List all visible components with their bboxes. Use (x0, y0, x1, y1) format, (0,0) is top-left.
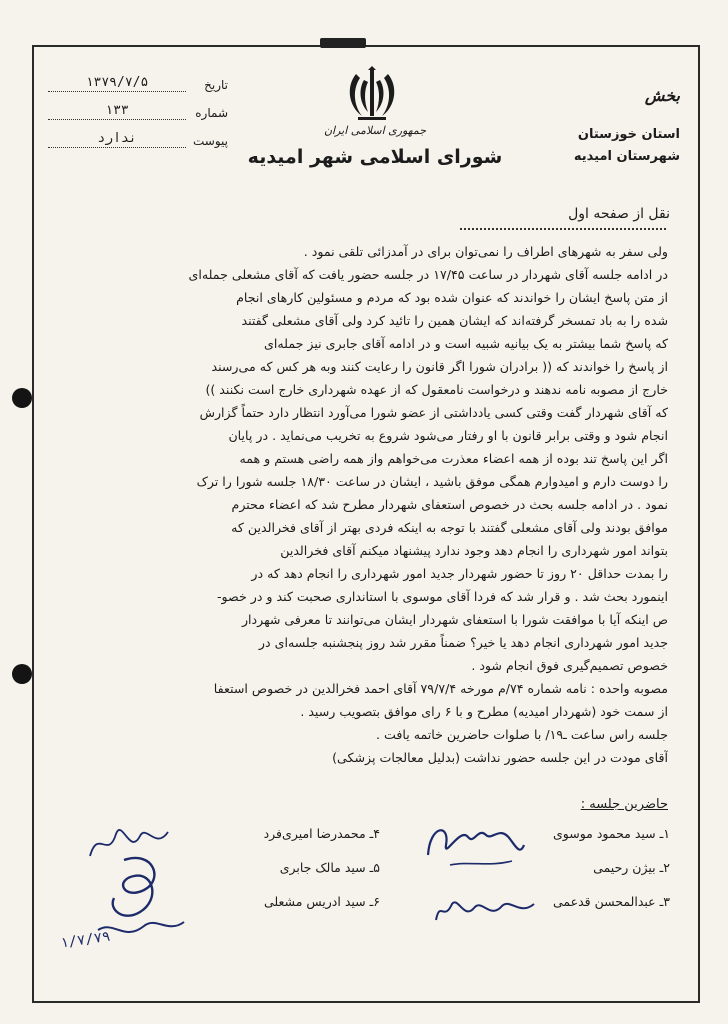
letter-meta (48, 70, 228, 154)
letter-body (50, 240, 668, 769)
signature-mark (430, 890, 540, 930)
date-label: تاریخ (204, 78, 228, 92)
council-title: شورای اسلامی شهر امیدیه (247, 146, 503, 168)
body-line: اگر این پاسخ تند بوده از همه اعضاء معذرت می‌خواهم واز همه راضی هستم و همه (239, 451, 668, 466)
signature-mark (420, 815, 530, 875)
body-line: را دوست دارم و امیدوارم همگی موفق باشید ، ایشان در ساعت ۱۸/۳۰ جلسه شورا را ترک (196, 474, 668, 489)
attendee-name: ۶ـ سید ادریس مشعلی (263, 894, 380, 909)
body-line: که پاسخ شما بیشتر به یک بیانیه شبیه است و در ادامه آقای جابری نیز جمله‌ای (264, 336, 668, 351)
attendees-title: حاضرین جلسه : (580, 797, 668, 812)
body-line: موافق بودند ولی آقای مشعلی گفتند با توجه به اینکه فردی بهتر از آقای فخرالدین که (231, 520, 668, 535)
logo-word: بخش (644, 86, 680, 105)
body-line: شده را به باد تمسخر گرفته‌اند که ایشان همین را تائید کرد ولی آقای مشعلی گفتند (241, 313, 668, 328)
body-line: جدید امور شهرداری انجام دهد یا خیر؟ ضمناً مقرر شد روز پنجشنبه جلسه‌ای در (258, 635, 668, 650)
province-block (520, 124, 680, 168)
body-line: ص اینکه آیا با موافقت شورا با استعفای شهردار ایشان می‌توانند تا معرفی شهردار (241, 612, 668, 627)
iran-emblem-icon (342, 66, 402, 122)
number-label: شماره (195, 106, 228, 120)
attendee-name: ۲ـ بیژن رحیمی (593, 860, 670, 875)
body-line: آقای مودت در این جلسه حضور نداشت (بدلیل معالجات پزشکی) (332, 750, 668, 765)
body-line: ولی سفر به شهرهای اطراف را نمی‌توان برای در آمدزائی تلقی نمود . (303, 244, 668, 259)
body-line: خارج از مصوبه نامه ندهند و درخواست نامعقول که از عهده شهرداری خارج است نکنند )) (205, 382, 668, 397)
number-row (48, 98, 228, 120)
body-line: بتواند امور شهرداری را انجام دهد وجود ندارد پیشنهاد میکنم آقای فخرالدین (280, 543, 668, 558)
body-line: از سمت خود (شهردار امیدیه) مطرح و با ۶ رای موافق بتصویب رسید . (300, 704, 668, 719)
attendee-name: ۳ـ عبدالمحسن قدعمی (552, 894, 670, 909)
body-line: جلسه راس ساعت ـ۱۹/ با صلوات حاضرین خاتمه یافت . (376, 727, 668, 742)
stamp-date: ۱/۷/۷۹ (59, 928, 112, 952)
attendee-name: ۱ـ سید محمود موسوی (553, 826, 670, 841)
date-row (48, 70, 228, 92)
attendee-name: ۵ـ سید مالک جابری (279, 860, 380, 875)
body-line: از متن پاسخ ایشان را خواندند که عنوان شده بود که مردم و مسئولین کارهای انجام (236, 290, 668, 305)
date-value: ۱۳۷۹/۷/۵ (48, 75, 186, 92)
body-line: خصوص تصمیم‌گیری فوق انجام شود . (471, 658, 668, 673)
punch-hole (12, 388, 32, 408)
punch-hole (12, 664, 32, 684)
body-line: را بمدت حداقل ۲۰ روز تا حضور شهردار جدید امور شهرداری را انجام دهد که در (251, 566, 668, 581)
body-line: اینمورد بحث شد . و قرار شد که فردا آقای موسوی با استانداری صحبت کند و در خصو- (216, 589, 668, 604)
number-value: ۱۳۳ (48, 103, 186, 120)
republic-name: جمهوری اسلامی ایران (323, 124, 427, 137)
continued-note: نقل از صفحه اول (568, 206, 670, 222)
province-name: استان خوزستان (577, 127, 680, 142)
attendee-name: ۴ـ محمدرضا امیری‌فرد (263, 826, 380, 841)
attachment-label: پیوست (193, 134, 228, 148)
attachment-value: ندارد (48, 131, 186, 148)
body-line: از پاسخ را خواندند که (( برادران شورا اگر قانون را رعایت کنند وبه هر کس که می‌رسند (211, 359, 668, 374)
body-line: نمود . در ادامه جلسه بحث در خصوص استعفای شهردار مطرح شد که اعضاء محترم (231, 497, 668, 512)
body-line: که آقای شهردار گفت وقتی کسی یادداشتی از عضو شورا می‌آورد انتظار دارد حتماً گزارش (199, 405, 668, 420)
continued-underline (460, 228, 666, 230)
body-line: انجام شود و وقتی برابر قانون با او رفتار می‌شود شروع به تخریب می‌نماید . در پایان (228, 428, 668, 443)
county-name: شهرستان امیدیه (573, 149, 680, 164)
body-line: در ادامه جلسه آقای شهردار در ساعت ۱۷/۴۵ در جلسه حضور یافت که آقای مشعلی جمله‌ای (188, 267, 668, 282)
attachment-row (48, 126, 228, 148)
top-mark (320, 38, 366, 48)
body-line: مصوبه واحده : نامه شماره ۷۴/م مورخه ۷۹/۷/۴ آقای احمد فخرالدین در خصوص استعفا (213, 681, 668, 696)
